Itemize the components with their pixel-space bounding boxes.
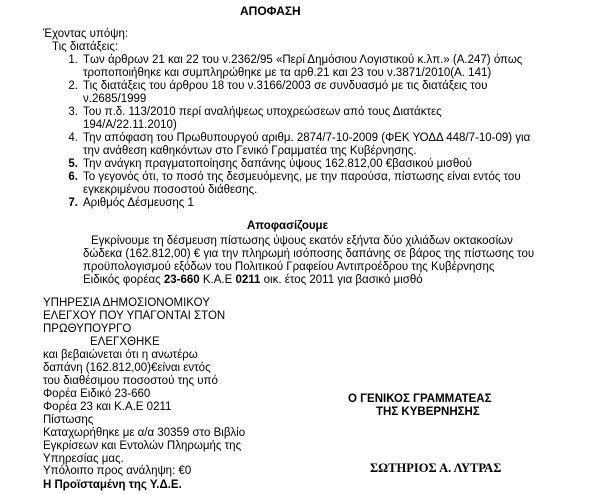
audit-line: Υπηρεσίας μας. bbox=[43, 453, 124, 465]
audit-checked: ΕΛΕΓΧΘΗΚΕ bbox=[90, 336, 160, 348]
item-number: 5. bbox=[68, 158, 78, 170]
item-text: Το γεγονός ότι, το ποσό της δεσμευόμενης, με την παρούσα, πίστωσης είναι εντός του bbox=[83, 171, 521, 183]
item-number: 4. bbox=[68, 132, 78, 144]
item-number: 3. bbox=[68, 106, 78, 118]
item-text-cont: 194/Α/22.11.2010) bbox=[83, 119, 177, 131]
decision-line: δώδεκα (162.812,00) € για την πληρωμή ισόποσης δαπάνης σε βάρος της πίστωσης του bbox=[83, 248, 535, 260]
audit-line: ΕΛΕΓΧΟΥ ΠΟΥ ΥΠΑΓΟΝΤΑΙ ΣΤΟΝ bbox=[43, 310, 226, 322]
item-text: Την απόφαση του Πρωθυπουργού αριθμ. 2874/7-10-2009 (ΦΕΚ ΥΟΔΔ 448/7-10-09) για bbox=[83, 132, 531, 144]
audit-line: Πίστωσης bbox=[43, 414, 94, 426]
audit-line: ΥΠΗΡΕΣΙΑ ΔΗΜΟΣΙΟΝΟΜΙΚΟΥ bbox=[43, 297, 210, 309]
signatory-name: ΣΩΤΗΡΙΟΣ Α. ΛΥΤΡΑΣ bbox=[370, 461, 502, 475]
item-text: Τις διατάξεις του άρθρου 18 του ν.3166/2003 σε συνδυασμό με τις διατάξεις του bbox=[83, 80, 488, 92]
item-text-cont: ν.2685/1999 bbox=[83, 93, 147, 105]
item-text: Αριθμός Δέσμευσης 1 bbox=[83, 197, 194, 209]
audit-line: ΠΡΩΘΥΠΟΥΡΓΟ bbox=[43, 323, 132, 335]
audit-signatory: Η Προϊσταμένη της Υ.Δ.Ε. bbox=[43, 479, 182, 491]
decision-line bbox=[83, 273, 423, 287]
item-text: Των άρθρων 21 και 22 του ν.2362/95 «Περί Δημόσιου Λογιστικού κ.λπ.» (Α.247) όπως bbox=[83, 54, 523, 66]
audit-line: του διαθέσιμου ποσοστού της υπό bbox=[43, 375, 218, 387]
item-number: 2. bbox=[68, 80, 78, 92]
signatory-title: Ο ΓΕΝΙΚΟΣ ΓΡΑΜΜΑΤΕΑΣ bbox=[348, 393, 492, 405]
signatory-title-cont: ΤΗΣ ΚΥΒΕΡΝΗΣΗΣ bbox=[376, 406, 480, 418]
audit-line: Φορέα Ειδικό 23-660 bbox=[43, 388, 151, 400]
item-number: 1. bbox=[68, 54, 78, 66]
decision-text: Ειδικός φορέας bbox=[83, 274, 161, 286]
item-text: Την ανάγκη πραγματοποίησης δαπάνης ύψους 162.812,00 €βασικού μισθού bbox=[83, 158, 472, 170]
item-text-cont: εγκεκριμένου ποσοστού διάθεσης. bbox=[83, 184, 258, 196]
item-text-cont: την ανάθεση καθηκόντων στο Γενικό Γραμματέα της Κυβέρνησης. bbox=[83, 145, 417, 157]
considering-label: Έχοντας υπόψη: bbox=[43, 28, 129, 40]
audit-line: Καταχωρήθηκε με α/α 30359 στο Βιβλίο bbox=[43, 427, 246, 439]
decision-text: οικ. έτος 2011 για βασικό μισθό bbox=[263, 274, 423, 286]
audit-line: και βεβαιώνεται ότι η ανωτέρω bbox=[43, 349, 198, 361]
audit-line: Φορέα 23 και Κ.Α.Ε 0211 bbox=[43, 401, 172, 413]
item-text-cont: τροποποιήθηκε και συμπληρώθηκε με τα αρθ.21 και 23 του ν.3871/2010(Α. 141) bbox=[83, 67, 492, 79]
decision-line: Εγκρίνουμε τη δέσμευση πίστωσης ύψους εκατόν εξήντα δύο χιλιάδων οκτακοσίων bbox=[91, 235, 513, 247]
audit-line: δαπάνη (162.812,00)€είναι εντός bbox=[43, 362, 211, 374]
item-text: Του π.δ. 113/2010 περί αναλήψεως υποχρεώσεων από τους Διατάκτες bbox=[83, 106, 442, 118]
page-title: ΑΠΟΦΑΣΗ bbox=[240, 4, 301, 18]
item-number: 6. bbox=[68, 171, 78, 183]
audit-line: Εγκρίσεων και Εντολών Πληρωμής της bbox=[43, 440, 242, 452]
item-number: 7. bbox=[68, 197, 78, 209]
audit-balance: Υπόλοιπο προς ανάληψη: €0 bbox=[43, 465, 192, 477]
kae-code: 0211 bbox=[235, 274, 261, 286]
provisions-label: Τις διατάξεις: bbox=[52, 41, 119, 53]
special-entity-code: 23-660 bbox=[163, 274, 200, 286]
decision-text: Κ.Α.Ε bbox=[202, 274, 233, 286]
decide-title: Αποφασίζουμε bbox=[247, 220, 329, 232]
decision-line: προϋπολογισμού εξόδων του Πολιτικού Γραφείου Αντιπροέδρου της Κυβέρνησης bbox=[83, 261, 495, 273]
